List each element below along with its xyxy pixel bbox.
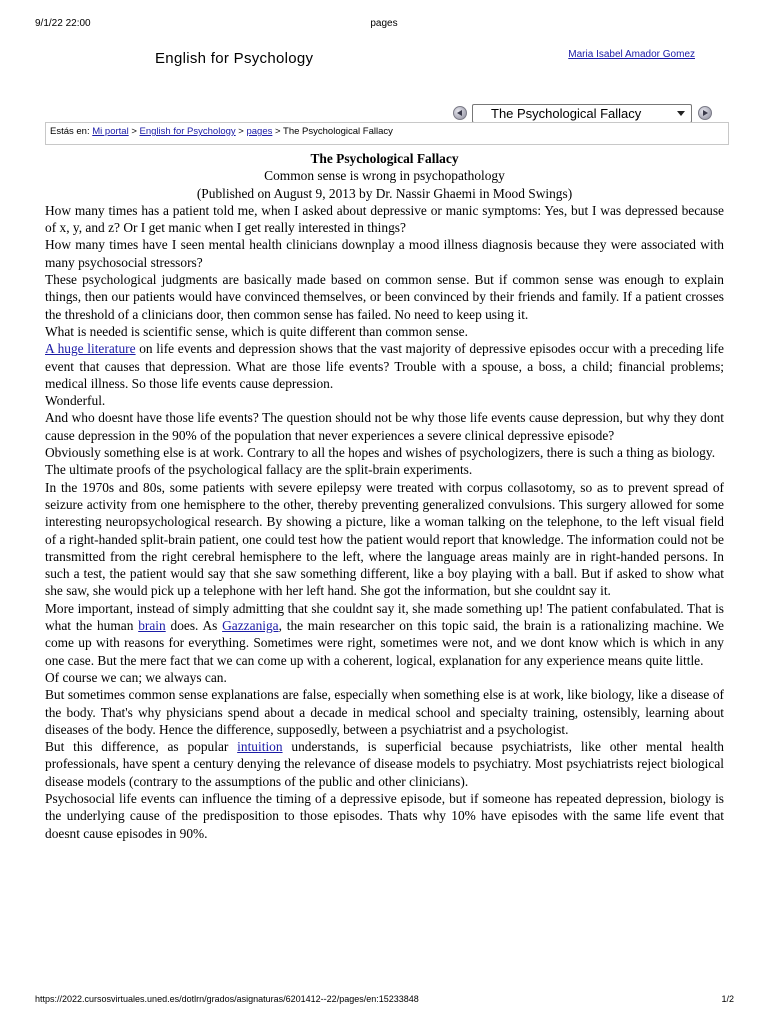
page-select-value: The Psychological Fallacy [491, 106, 642, 121]
breadcrumb-current: The Psychological Fallacy [283, 126, 393, 137]
paragraph: How many times have I seen mental health clinicians downplay a mood illness diagnosis because they were associated with many psychosocial stressors? [45, 237, 724, 270]
paragraph: These psychological judgments are basically made based on common sense. But if common sense was enough to explain things, then our patients would have convinced themselves, or been convinced by their friends and family. If a patient crosses the threshold of a clinicians door, then common sense has failed. No need to keep using it. [45, 272, 724, 322]
paragraph-text: More important, instead of simply admitting that she couldnt say it, she made something up! The patient confabulated. That is what the human [45, 600, 724, 634]
paragraph: Obviously something else is at work. Contrary to all the hopes and wishes of psychologizers, there is such a thing as biology. [45, 445, 716, 461]
print-url: https://2022.cursosvirtuales.uned.es/dotlrn/grados/asignaturas/6201412--22/pages/en:15233848 [35, 994, 419, 1004]
breadcrumb-link-mi-portal[interactable]: Mi portal [92, 126, 129, 137]
breadcrumb-separator: > [275, 126, 281, 137]
paragraph: Psychosocial life events can influence the timing of a depressive episode, but if someone has repeated depression, biology is the underlying cause of the predisposition to those episodes. Thats why 10% have episodes with the same life event that doesnt cause episodes in 90%. [45, 790, 724, 841]
brain-link[interactable]: brain [138, 618, 166, 634]
chevron-down-icon [677, 111, 685, 116]
breadcrumb-link-pages[interactable]: pages [246, 126, 273, 137]
print-page-number: 1/2 [721, 994, 734, 1004]
paragraph [45, 600, 724, 669]
page-select[interactable] [472, 104, 692, 123]
paragraph: The ultimate proofs of the psychological fallacy are the split-brain experiments. [45, 462, 473, 478]
paragraph-text: , the main researcher on this topic said, the brain is a rationalizing machine. We come up with reasons for everything. Sometimes were right, sometimes were not, and we dont know which is which in any one case. But the mere fact that we can come up with a coherent, logical, explanation for any experience means quite little. [45, 618, 724, 668]
paragraph-text: understands, is superficial because psychiatrists, like other mental health professionals, have spent a century denying the relevance of disease models to psychiatry. Most psychiatrists reject biological disease models (contrary to the assumptions of the public and other clinicians). [45, 739, 725, 789]
paragraph [45, 340, 724, 392]
print-datetime: 9/1/22 22:00 [35, 18, 91, 29]
paragraph: Wonderful. [45, 393, 106, 409]
literature-link[interactable]: A huge literature [45, 341, 136, 357]
paragraph: Of course we can; we always can. [45, 669, 227, 685]
paragraph-text: But this difference, as popular [45, 739, 238, 755]
intuition-link[interactable]: intuition [237, 739, 283, 755]
paragraph [45, 738, 724, 790]
breadcrumb [45, 122, 729, 145]
paragraph: In the 1970s and 80s, some patients with severe epilepsy were treated with corpus collasotomy, so as to prevent spread of seizure activity from one hemisphere to the other, thereby preventing generalized convulsions. This surgery allowed for some interesting neuropsychological research. By showing a picture, like a woman talking on the telephone, to the left visual field of a right-handed split-brain patient, one could test how the patient would report that knowledge. The information could not be transmitted from the right cerebral hemisphere to the left, where the language areas mainly are in right-handed persons. In such a test, the patient would say that she saw something different, like a boy playing with a ball. But if asked to show what she saw, she would pick up a telephone with her left hand. She got the information, but she couldnt say it. [45, 479, 724, 599]
article-title: The Psychological Fallacy [310, 151, 459, 166]
next-page-button[interactable] [698, 106, 712, 120]
previous-page-button[interactable] [453, 106, 467, 120]
article-byline: (Published on August 9, 2013 by Dr. Nassir Ghaemi in Mood Swings) [196, 185, 573, 201]
paragraph: But sometimes common sense explanations are false, especially when something else is at work, like biology, like a disease of the body. That's why physicians spend about a decade in medical school and specialty training, ostensibly, learning about diseases of the body. Hence the difference, supposedly, between a psychiatrist and a psychologist. [45, 687, 724, 737]
paragraph: How many times has a patient told me, when I asked about depressive or manic symptoms: Yes, but I was depressed because of x, y, and z? Or I get manic when I get really interested in things? [45, 202, 724, 236]
print-page-title: pages [370, 18, 398, 29]
gazzaniga-link[interactable]: Gazzaniga [222, 618, 279, 634]
arrow-right-icon [703, 110, 708, 116]
breadcrumb-prefix: Estás en: [50, 126, 90, 137]
paragraph-text: does. As [165, 618, 223, 634]
paragraph-text: on life events and depression shows that the vast majority of depressive episodes occur with a preceding life event that causes that depression. What are those life events? Trouble with a spouse, a boss, a child; financial problems; medical illness. So those life events cause depression. [45, 341, 724, 391]
breadcrumb-link-course[interactable]: English for Psychology [139, 126, 236, 137]
article-subtitle: Common sense is wrong in psychopathology [264, 168, 505, 184]
paragraph: And who doesnt have those life events? The question should not be why those life events cause depression, but why they dont cause depression in the 90% of the population that never experiences a severe clinical depressive episode? [45, 410, 724, 443]
arrow-left-icon [457, 110, 462, 116]
paragraph: What is needed is scientific sense, which is quite different than common sense. [45, 323, 468, 339]
article [45, 150, 724, 842]
breadcrumb-separator: > [131, 126, 137, 137]
author-link[interactable]: Maria Isabel Amador Gomez [568, 49, 695, 60]
breadcrumb-separator: > [238, 126, 244, 137]
course-title: English for Psychology [155, 50, 314, 67]
